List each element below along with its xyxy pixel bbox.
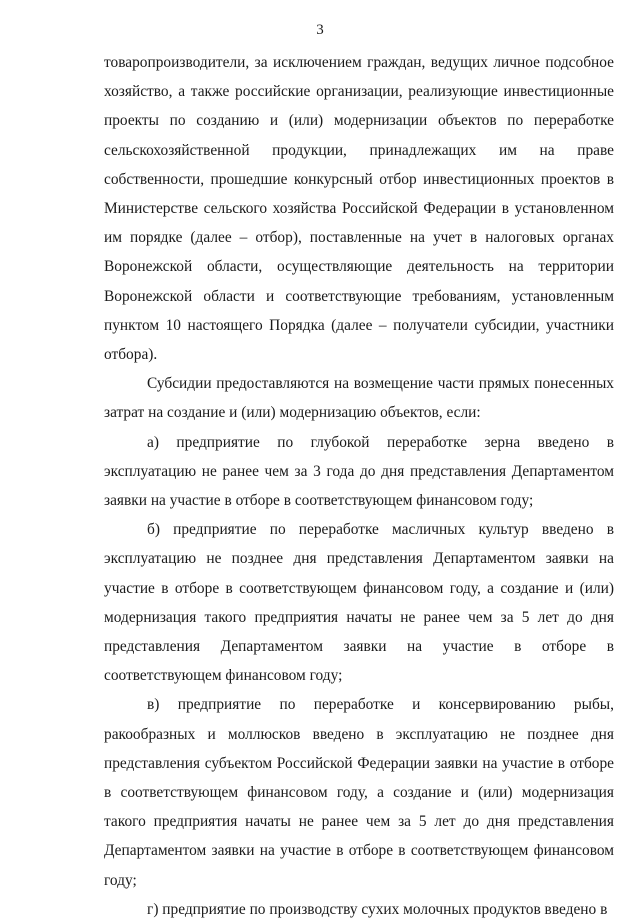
paragraph-item-b: б) предприятие по переработке масличных культур введено в эксплуатацию не позднее дня представления Департаментом заявки на участие в отборе в соответствующем финансовом году, а создание и (или) модернизация такого предприятия начаты не ранее чем за 5 лет до дня представления Департаментом заявки на участие в отборе в соответствующем финансовом году; [104,521,614,685]
document-body [104,48,614,924]
paragraph-item-a: а) предприятие по глубокой переработке зерна введено в эксплуатацию не ранее чем за 3 года до дня представления Департаментом заявки на участие в отборе в соответствующем финансовом году; [104,433,614,510]
paragraph-recipients-continued: товаропроизводители, за исключением граждан, ведущих личное подсобное хозяйство, а также российские организации, реализующие инвестиционные проекты по созданию и (или) модернизации объектов по переработке сельскохозяйственной продукции, принадлежащих им на праве собственности, прошедшие конкурсный отбор инвестиционных проектов в Министерстве сельского хозяйства Российской Федерации в установленном им порядке (далее – отбор), поставленные на учет в налоговых органах Воронежской области, осуществляющие деятельность на территории Воронежской области и соответствующие требованиям, установленным пунктом 10 настоящего Порядка (далее – получатели субсидии, участники отбора). [104,54,614,364]
page-number: 3 [316,22,324,38]
paragraph-item-g: г) предприятие по производству сухих молочных продуктов введено в [147,900,608,918]
paragraph-subsidy-conditions: Субсидии предоставляются на возмещение части прямых понесенных затрат на создание и (или) модернизацию объектов, если: [104,375,614,422]
paragraph-item-v: в) предприятие по переработке и консервированию рыбы, ракообразных и моллюсков введено в эксплуатацию не позднее дня представления субъектом Российской Федерации заявки на участие в отборе в соответствующем финансовом году, а создание и (или) модернизация такого предприятия начаты не ранее чем за 5 лет до дня представления Департаментом заявки на участие в отборе в соответствующем финансовом году; [104,696,614,889]
